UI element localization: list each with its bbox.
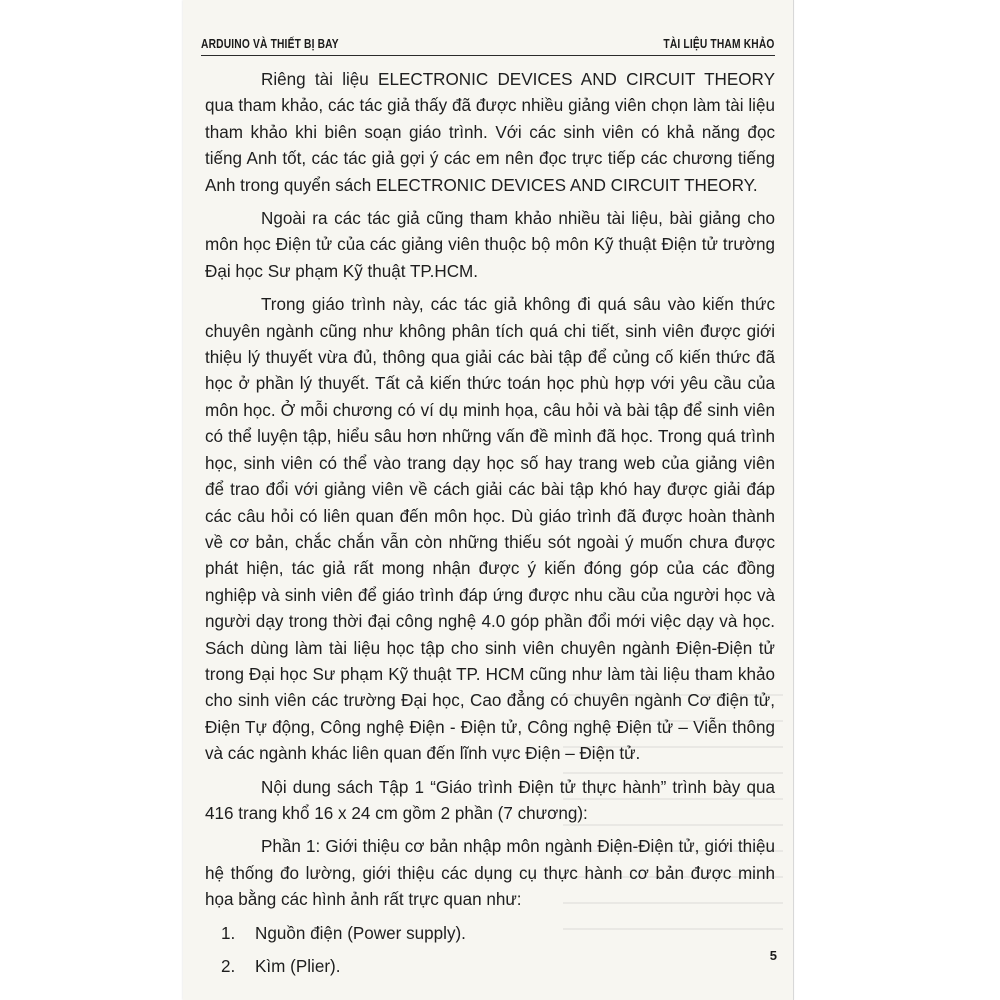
paragraph-1: Riêng tài liệu ELECTRONIC DEVICES AND CIRCUIT THEORY qua tham khảo, các tác giả thấy đã được nhiều giảng viên chọn làm tài liệu tham khảo khi biên soạn giáo trình. Với các sinh viên có khả năng đọc tiếng Anh tốt, các tác giả gợi ý các em nên đọc trực tiếp các chương tiếng Anh trong quyển sách ELECTRONIC DEVICES AND CIRCUIT THEORY. — [205, 70, 775, 195]
list-item-text: Nguồn điện (Power supply). — [255, 923, 466, 943]
list-item — [205, 954, 775, 980]
paragraph-3: Trong giáo trình này, các tác giả không đi quá sâu vào kiến thức chuyên ngành cũng như không phân tích quá chi tiết, sinh viên được giới thiệu lý thuyết vừa đủ, thông qua giải các bài tập để củng cố kiến thức đã học ở phần lý thuyết. Tất cả kiến thức toán học phù hợp với yêu cầu của môn học. Ở mỗi chương có ví dụ minh họa, câu hỏi và bài tập để sinh viên có thể luyện tập, hiểu sâu hơn những vấn đề mình đã học. Trong quá trình học, sinh viên có thể vào trang dạy học số hay trang web của giảng viên để trao đổi với giảng viên về cách giải các bài tập khó hay được giải đáp các câu hỏi có liên quan đến môn học. Dù giáo trình đã được hoàn thành về cơ bản, chắc chắn vẫn còn những thiếu sót ngoài ý muốn chưa được phát hiện, tác giả rất mong nhận được ý kiến đóng góp của các đồng nghiệp và sinh viên để giáo trình đáp ứng được nhu cầu của người học và người dạy trong thời đại công nghệ 4.0 góp phần đổi mới việc dạy và học. Sách dùng làm tài liệu học tập cho sinh viên chuyên ngành Điện-Điện tử trong Đại học Sư phạm Kỹ thuật TP. HCM cũng như làm tài liệu tham khảo cho sinh viên các trường Đại học, Cao đẳng có chuyên ngành Cơ điện tử, Điện Tự động, Công nghệ Điện - Điện tử, Công nghệ Điện tử – Viễn thông và các ngành khác liên quan đến lĩnh vực Điện – Điện tử. — [205, 295, 775, 764]
list-item-number: 1. — [221, 923, 236, 943]
header-book-title: ARDUINO VÀ THIẾT BỊ BAY — [201, 37, 339, 51]
paragraph-4: Nội dung sách Tập 1 “Giáo trình Điện tử thực hành” trình bày qua 416 trang khổ 16 x 24 cm gồm 2 phần (7 chương): — [205, 777, 775, 823]
list-item-text: Kìm (Plier). — [255, 957, 341, 976]
header-section-title: TÀI LIỆU THAM KHẢO — [663, 37, 775, 51]
paragraph-2: Ngoài ra các tác giả cũng tham khảo nhiều tài liệu, bài giảng cho môn học Điện tử của các giảng viên thuộc bộ môn Kỹ thuật Điện tử trường Đại học Sư phạm Kỹ thuật TP.HCM. — [205, 209, 775, 281]
running-header — [201, 34, 775, 54]
equipment-list — [205, 921, 775, 981]
book-page — [183, 0, 793, 1000]
list-item — [205, 921, 775, 947]
page-number: 5 — [769, 948, 777, 963]
list-item-number: 2. — [221, 957, 236, 976]
page-edge — [793, 0, 794, 1000]
header-divider — [201, 55, 775, 56]
body-text — [205, 67, 775, 987]
paragraph-5: Phần 1: Giới thiệu cơ bản nhập môn ngành Điện-Điện tử, giới thiệu hệ thống đo lường, giới thiệu các dụng cụ thực hành cơ bản được minh họa bằng các hình ảnh rất trực quan như: — [205, 837, 775, 910]
